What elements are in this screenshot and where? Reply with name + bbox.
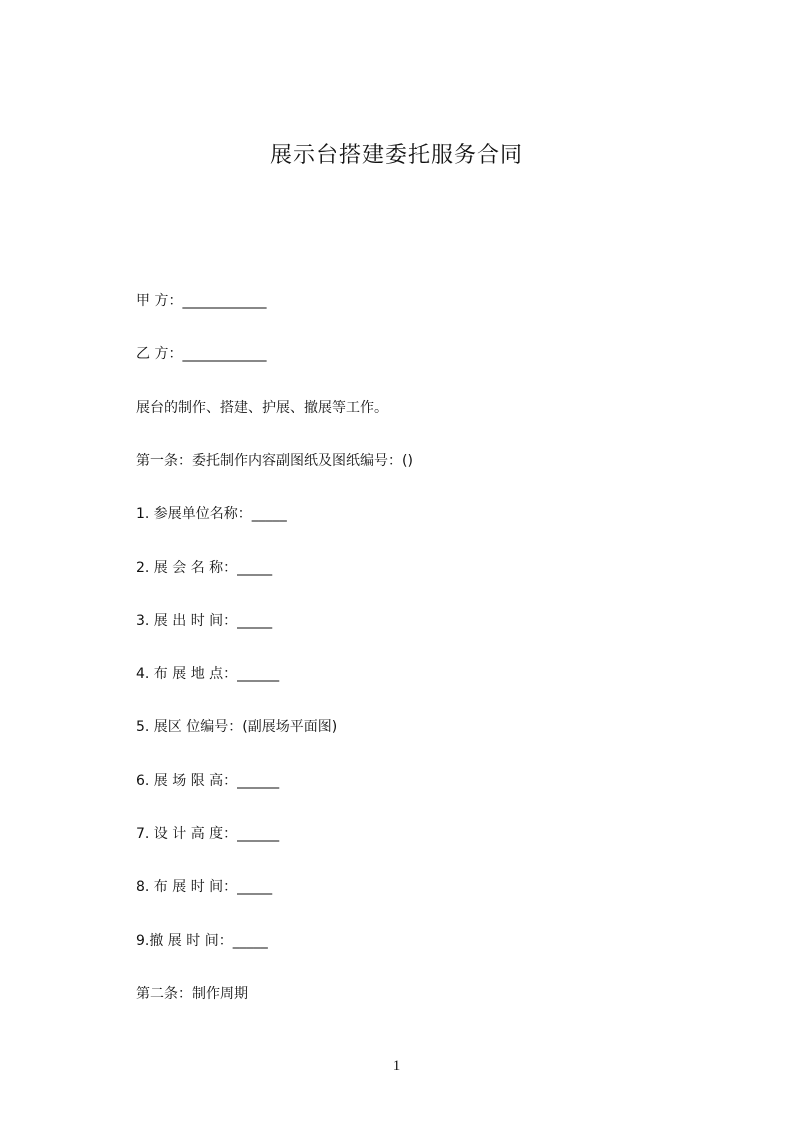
exhibitor-name-line: 1. 参展单位名称：_____ xyxy=(136,506,287,522)
setup-location-line: 4. 布 展 地 点：______ xyxy=(136,666,280,682)
setup-time-line: 8. 布 展 时 间：_____ xyxy=(136,879,273,895)
document-title: 展示台搭建委托服务合同 xyxy=(269,143,523,168)
height-limit-line: 6. 展 场 限 高：______ xyxy=(136,773,280,789)
scope-line: 展台的制作、搭建、护展、撤展等工作。 xyxy=(136,400,388,416)
exhibition-name-line: 2. 展 会 名 称：_____ xyxy=(136,560,273,576)
page-number: 1 xyxy=(392,1058,401,1074)
party-b-line: 乙 方：____________ xyxy=(136,346,267,362)
design-height-line: 7. 设 计 高 度：______ xyxy=(136,826,280,842)
teardown-time-line: 9.撤 展 时 间：_____ xyxy=(136,933,268,949)
booth-number-line: 5. 展区 位编号：(副展场平面图) xyxy=(136,719,338,735)
exhibition-time-line: 3. 展 出 时 间：_____ xyxy=(136,613,273,629)
article-1-heading: 第一条：委托制作内容副图纸及图纸编号：() xyxy=(136,453,413,469)
party-a-line: 甲 方：____________ xyxy=(136,293,267,309)
article-2-heading: 第二条：制作周期 xyxy=(136,986,248,1002)
